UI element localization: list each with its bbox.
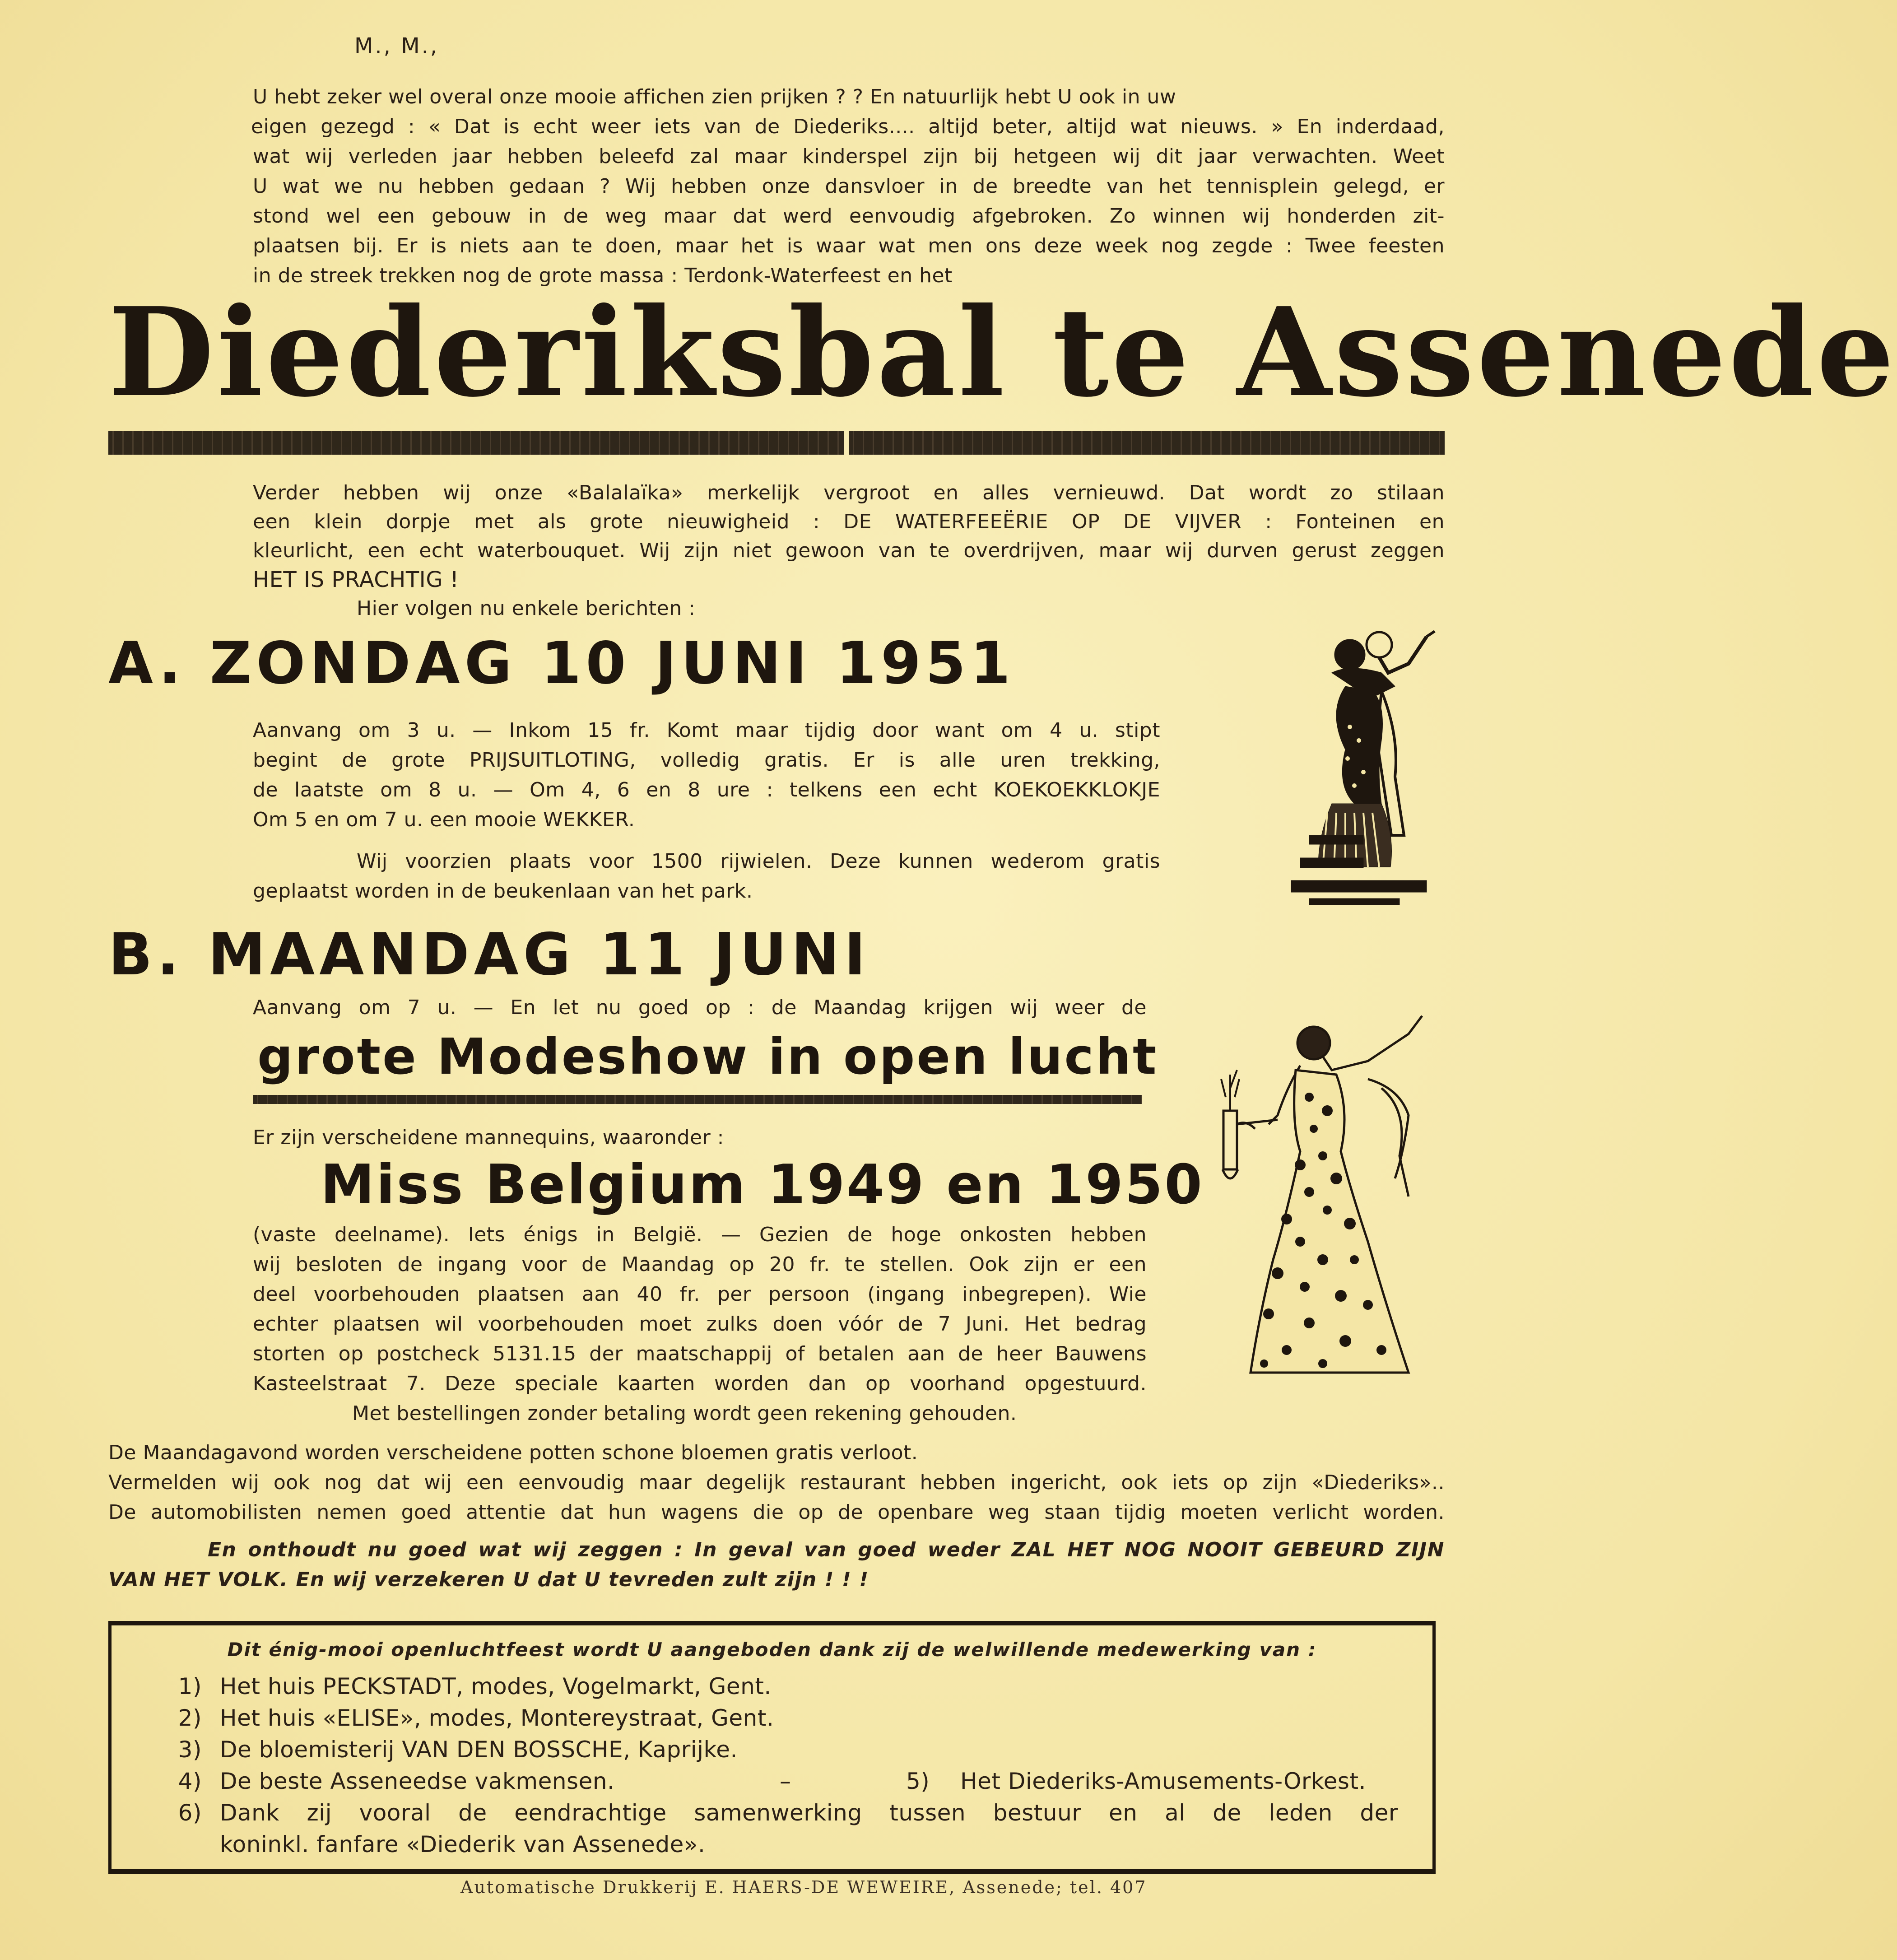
section-b-text [253, 1220, 1147, 1429]
para-line: HET IS PRACHTIG ! [253, 567, 459, 592]
sponsor-text: De bloemisterij VAN DEN BOSSCHE, Kaprijke. [220, 1737, 738, 1763]
sponsors-box [108, 1621, 1436, 1874]
section-a-line: Aanvang om 3 u. — Inkom 15 fr. Komt maar tijdig door want om 4 u. stipt [253, 719, 1160, 742]
modeshow-rule [253, 1095, 1142, 1104]
slogan-line: En onthoudt nu goed wat wij zeggen : In geval van goed weder ZAL HET NOG NOOIT GEBEURD ZIJN [208, 1538, 1445, 1561]
sponsor-num: 5) [906, 1768, 930, 1794]
announce-line: Hier volgen nu enkele berichten : [357, 597, 696, 620]
sponsor-dash: – [780, 1768, 791, 1794]
modeshow-heading: grote Modeshow in open lucht [257, 1028, 1158, 1085]
section-b-line: deel voorbehouden plaatsen aan 40 fr. per persoon (ingang inbegrepen). Wie [253, 1283, 1147, 1306]
mannequins-line: Er zijn verscheidene mannequins, waaronder : [253, 1126, 724, 1149]
sponsor-num: 3) [178, 1737, 202, 1763]
sponsor-text: Het huis «ELISE», modes, Montereystraat, Gent. [220, 1705, 774, 1731]
sponsor-item-cont: koninkl. fanfare «Diederik van Assenede». [220, 1831, 706, 1858]
intro-line: plaatsen bij. Er is niets aan te doen, maar het is waar wat men ons deze week nog zegde : Twee feesten [253, 234, 1445, 257]
sponsor-item [152, 1671, 1398, 1702]
closing-paragraph [108, 1438, 1445, 1527]
intro-line: wat wij verleden jaar hebben beleefd zal maar kinderspel zijn bij hetgeen wij dit jaar verwachten. Weet [253, 145, 1445, 168]
section-a-line: begint de grote PRIJSUITLOTING, volledig gratis. Er is alle uren trekking, [253, 749, 1160, 772]
miss-belgium-heading: Miss Belgium 1949 en 1950 [321, 1154, 1204, 1216]
intro-line: stond wel een gebouw in de weg maar dat werd eenvoudig afgebroken. Zo winnen wij honderden zit- [253, 205, 1445, 228]
section-a-heading: A. ZONDAG 10 JUNI 1951 [108, 630, 1015, 697]
closing-line: De Maandagavond worden verscheidene potten schone bloemen gratis verloot. [108, 1441, 918, 1464]
intro-line: eigen gezegd : « Dat is echt weer iets van de Diederiks.... altijd beter, altijd wat nieuws. » En inderdaad, [251, 115, 1445, 138]
section-a-line: Wij voorzien plaats voor 1500 rijwielen. Deze kunnen wederom gratis [357, 850, 1160, 873]
section-b-line: echter plaatsen wil voorbehouden moet zulks doen vóór de 7 Juni. Het bedrag [253, 1313, 1147, 1336]
section-b-line: (vaste deelname). Iets énigs in België. — Gezien de hoge onkosten hebben [253, 1223, 1147, 1246]
section-a-text-2 [253, 847, 1160, 906]
para-line: Verder hebben wij onze «Balalaïka» merkelijk vergroot en alles vernieuwd. Dat wordt zo stilaan [253, 481, 1445, 504]
section-b-line: Kasteelstraat 7. Deze speciale kaarten worden dan op voorhand opgestuurd. [253, 1372, 1147, 1395]
intro-paragraph-body [253, 142, 1445, 291]
section-b-line: wij besloten de ingang voor de Maandag op 20 fr. te stellen. Ook zijn er een [253, 1253, 1147, 1276]
sponsor-num: 2) [178, 1705, 202, 1731]
intro-paragraph-cont [253, 112, 1445, 142]
slogan-line: VAN HET VOLK. En wij verzekeren U dat U tevreden zult zijn ! ! ! [108, 1568, 869, 1591]
balalaika-paragraph [253, 479, 1445, 507]
sponsors-title: Dit énig-mooi openluchtfeest wordt U aangeboden dank zij de welwillende medewerking van : [227, 1639, 1317, 1661]
sponsors-list [152, 1671, 1398, 1860]
closing-line: Vermelden wij ook nog dat wij een eenvoudig maar degelijk restaurant hebben ingericht, ook iets op zijn «Diederiks».. [108, 1471, 1445, 1494]
intro-line: U hebt zeker wel overal onze mooie affichen zien prijken ? ? En natuurlijk hebt U ook in uw [253, 85, 1176, 108]
sponsor-item [152, 1765, 1398, 1797]
sponsor-item [152, 1702, 1398, 1734]
section-b-heading: B. MAANDAG 11 JUNI [108, 921, 870, 988]
sponsor-num: 1) [178, 1673, 202, 1699]
sponsor-text: De beste Asseneedse vakmensen. [220, 1768, 615, 1794]
section-b-line: Met bestellingen zonder betaling wordt geen rekening gehouden. [352, 1402, 1017, 1425]
section-a-line: Om 5 en om 7 u. een mooie WEKKER. [253, 808, 635, 831]
sponsor-num: 6) [178, 1800, 202, 1826]
closing-line: De automobilisten nemen goed attentie dat hun wagens die op de openbare weg staan tijdig moeten verlicht worden. [108, 1501, 1445, 1524]
sponsor-text: Het Diederiks-Amusements-Orkest. [960, 1768, 1366, 1794]
title-rule-left [108, 431, 844, 455]
intro-paragraph [253, 82, 1445, 112]
dancing-couple-illustration [1291, 623, 1445, 912]
balalaika-paragraph-body [253, 507, 1445, 594]
intro-line: U wat we nu hebben gedaan ? Wij hebben onze dansvloer in de breedte van het tennisplein gelegd, er [253, 175, 1445, 198]
section-a-line: de laatste om 8 u. — Om 4, 6 en 8 ure : telkens een echt KOEKOEKKLOKJE [253, 778, 1160, 801]
section-a-text [253, 716, 1160, 835]
sponsor-text: Het huis PECKSTADT, modes, Vogelmarkt, Gent. [220, 1673, 772, 1699]
title-rule-right [849, 431, 1445, 455]
fashion-model-illustration [1219, 1007, 1445, 1386]
intro-line: in de streek trekken nog de grote massa : Terdonk-Waterfeest en het [253, 264, 953, 287]
sponsor-item [152, 1734, 1398, 1765]
sponsor-num: 4) [178, 1768, 202, 1794]
section-b-intro [253, 993, 1147, 1022]
section-b-intro-line: Aanvang om 7 u. — En let nu goed op : de Maandag krijgen wij weer de [253, 996, 1147, 1019]
section-b-line: storten op postcheck 5131.15 der maatschappij of betalen aan de heer Bauwens [253, 1342, 1147, 1365]
sponsor-text: Dank zij vooral de eendrachtige samenwerking tussen bestuur en al de leden der [220, 1800, 1398, 1826]
slogan [108, 1535, 1445, 1595]
main-title: Diederiksbal te Assenede [108, 280, 1897, 424]
sponsor-item [152, 1797, 1398, 1829]
printer-credit: Automatische Drukkerij E. HAERS-DE WEWEIRE, Assenede; tel. 407 [460, 1877, 1147, 1897]
section-a-line: geplaatst worden in de beukenlaan van het park. [253, 880, 753, 903]
para-line: kleurlicht, een echt waterbouquet. Wij zijn niet gewoon van te overdrijven, maar wij durven gerust zeggen [253, 539, 1445, 562]
salutation: M., M., [354, 33, 439, 59]
para-line: een klein dorpje met als grote nieuwigheid : DE WATERFEEËRIE OP DE VIJVER : Fonteinen en [253, 510, 1445, 533]
